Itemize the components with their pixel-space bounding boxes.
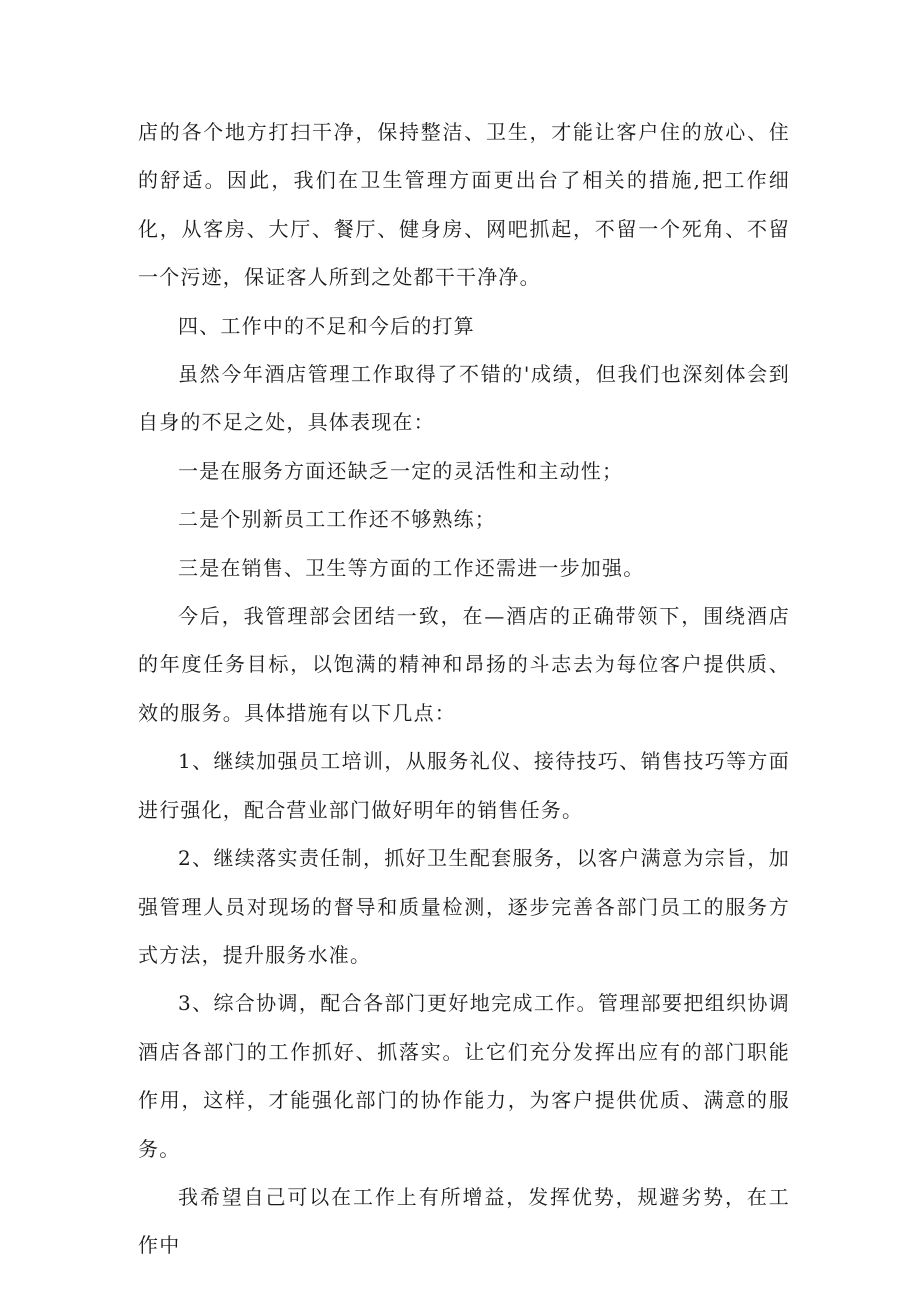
paragraph-future-plan: 今后，我管理部会团结一致，在—酒店的正确带领下，围绕酒店的年度任务目标，以饱满的精神和昂扬的斗志去为每位客户提供质、效的服务。具体措施有以下几点： (138, 604, 790, 725)
measure-item-1: 1、继续加强员工培训，从服务礼仪、接待技巧、销售技巧等方面进行强化，配合营业部门做好明年的销售任务。 (138, 749, 790, 822)
shortcoming-item-1: 一是在服务方面还缺乏一定的灵活性和主动性； (178, 458, 624, 483)
paragraph-personal-hope: 我希望自己可以在工作上有所增益，发挥优势，规避劣势，在工作中 (138, 1184, 790, 1258)
paragraph-achievements-intro: 虽然今年酒店管理工作取得了不错的'成绩，但我们也深刻体会到自身的不足之处，具体表现在： (138, 362, 790, 435)
section-heading-shortcomings: 四、工作中的不足和今后的打算 (178, 313, 475, 338)
shortcoming-item-3: 三是在销售、卫生等方面的工作还需进一步加强。 (178, 555, 645, 580)
measure-item-2: 2、继续落实责任制，抓好卫生配套服务，以客户满意为宗旨，加强管理人员对现场的督导和质量检测，逐步完善各部门员工的服务方式方法，提升服务水准。 (138, 846, 790, 967)
document-body (138, 108, 790, 1270)
shortcoming-item-2: 二是个别新员工工作还不够熟练； (178, 507, 496, 532)
paragraph-hygiene-continuation: 店的各个地方打扫干净，保持整洁、卫生，才能让客户住的放心、住的舒适。因此，我们在卫生管理方面更出台了相关的措施,把工作细化，从客房、大厅、餐厅、健身房、网吧抓起，不留一个死角、不留一个污迹，保证客人所到之处都干干净净。 (138, 120, 790, 290)
measure-item-3: 3、综合协调，配合各部门更好地完成工作。管理部要把组织协调酒店各部门的工作抓好、抓落实。让它们充分发挥出应有的部门职能作用，这样，才能强化部门的协作能力，为客户提供优质、满意的服务。 (138, 991, 790, 1161)
